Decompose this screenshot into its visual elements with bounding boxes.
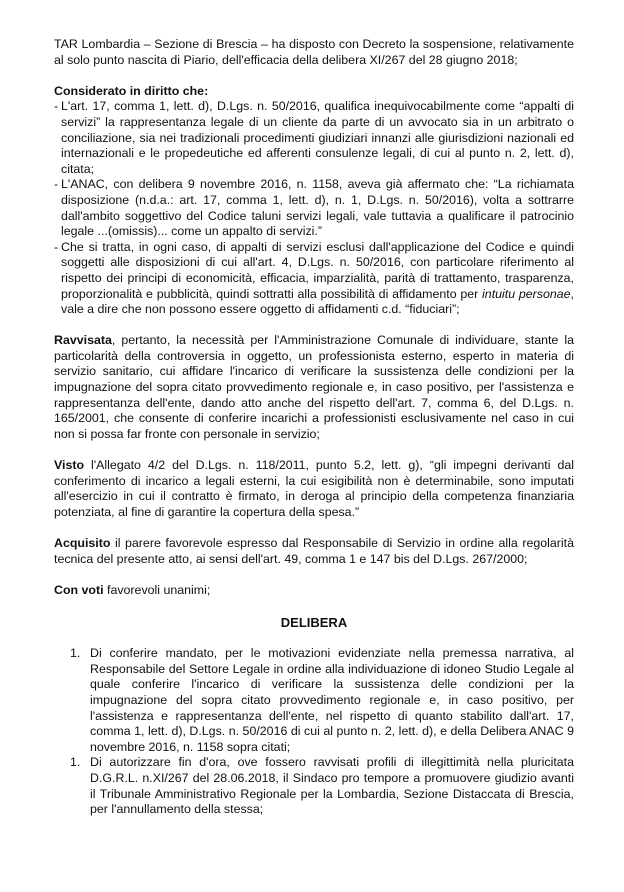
list-item: 1. Di autorizzare fin d'ora, ove fossero ravvisati profili di illegittimità nella pluricitata D.G.R.L. n.XI/267 del 28.06.2018, il Sindaco pro tempore a promuovere giudizio avanti il Tribunale Amministrativo Regionale per la Lombardia, Sezione Distaccata di Brescia, per l'annullamento della stessa; [70,755,574,817]
list-item: - L'ANAC, con delibera 9 novembre 2016, n. 1158, aveva già affermato che: “La richiamata disposizione (n.d.a.: art. 17, comma 1, lett. d), n. 1, D.Lgs. n. 50/2016), volta a sottrarre dall'ambito soggettivo del Codice taluni servizi legali, vale tuttavia a qualificare il patrocinio legale ...(omissis)... come un appalto di servizi.” [54,177,574,239]
list-item: - L'art. 17, comma 1, lett. d), D.Lgs. n. 50/2016, qualifica inequivocabilmente come “appalti di servizi” la rappresentanza legale di un cliente da parte di un avvocato sia in un arbitrato o conciliazione, sia nei tradizionali procedimenti giudiziari innanzi alle giurisdizioni nazionali ed internazionali e le propedeutiche ed afferenti consulenze legali, di cui al punto n. 2, lett. d), citata; [54,99,574,177]
delibera-heading: DELIBERA [280,614,348,630]
considerato-heading: Considerato in diritto che: [54,83,209,98]
visto-paragraph: Visto l'Allegato 4/2 del D.Lgs. n. 118/2011, punto 5.2, lett. g), “gli impegni derivanti dal conferimento di incarico a legali esterni, la cui esigibilità non è determinabile, sono imputati all'esercizio in cui il contratto è firmato, in deroga al principio della competenza finanziaria potenziata, al fine di garantire la copertura della spesa.” [54,458,574,519]
ravvisata-paragraph: Ravvisata, pertanto, la necessità per l'Amministrazione Comunale di individuare, stante la particolarità della controversia in oggetto, un professionista esterno, esperto in materia di servizio sanitario, cui affidare l'incarico di verificare la sussistenza delle condizioni per la impugnazione del sopra citato provvedimento regionale e, in caso positivo, per l'assistenza e rappresentanza dell'ente, dando atto anche del rispetto dell'art. 7, comma 6, del D.Lgs. n. 165/2001, che consente di conferire incarichi a professionisti esclusivamente nel caso in cui non si possa far fronte con personale in servizio; [54,333,574,441]
intro-paragraph: TAR Lombardia – Sezione di Brescia – ha disposto con Decreto la sospensione, relativamente al solo punto nascita di Piario, dell'efficacia della delibera XI/267 del 28 giugno 2018; [54,37,574,67]
list-item: 1. Di conferire mandato, per le motivazioni evidenziate nella premessa narrativa, al Responsabile del Settore Legale in ordine alla individuazione di idoneo Studio Legale al quale conferire l'incarico di verificare la sussistenza delle condizioni per la impugnazione del sopra citato provvedimento regionale e, in caso positivo, per l'assistenza e rappresentanza dell'ente, nel rispetto di quanto stabilito dall'art. 17, comma 1, lett. d), D.Lgs. n. 50/2016 di cui al punto n. 2, lett. d), e della Delibera ANAC 9 novembre 2016, n. 1158 sopra citati; [70,646,574,754]
acquisito-paragraph: Acquisito il parere favorevole espresso dal Responsabile di Servizio in ordine alla regolarità tecnica del presente atto, ai sensi dell'art. 49, comma 1 e 147 bis del D.Lgs. 267/2000; [54,536,574,566]
list-item: - Che si tratta, in ogni caso, di appalti di servizi esclusi dall'applicazione del Codice e quindi soggetti alle disposizioni di cui all'art. 4, D.Lgs. n. 50/2016, con particolare riferimento al rispetto dei principi di economicità, efficacia, imparzialità, parità di trattamento, trasparenza, proporzionalità e pubblicità, quindi sottratti alla possibilità di affidamento per intuitu personae, vale a dire che non possono essere oggetto di affidamenti c.d. “fiduciari”; [54,240,574,318]
delibera-list [54,646,574,818]
voti-paragraph: Con voti favorevoli unanimi; [54,582,211,597]
document-page [54,37,574,818]
considerato-list [54,99,574,317]
